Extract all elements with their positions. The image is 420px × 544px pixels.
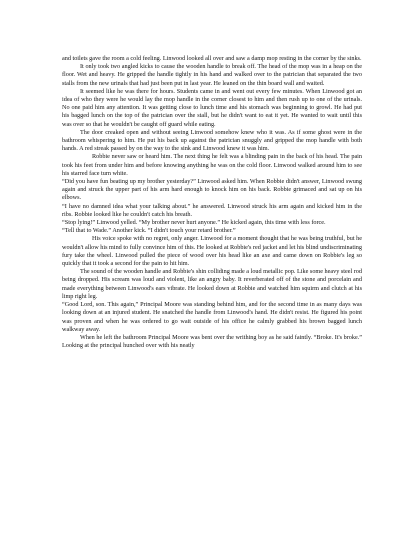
paragraph: “I have no damned idea what your talking about.” he answered. Linwood struck his arm again and kicked him in the ribs. Robbie looked like he couldn't catch his breath.: [62, 202, 362, 218]
document-page: [62, 55, 362, 350]
paragraph: It only took two angled kicks to cause the wooden handle to break off. The head of the mop was in a heap on the floor. Wet and heavy. He gripped the handle tightly in his hand and walked over to the patrician that separated the two stalls from the new urinals that had just been put in last year. He leaned on the thin board wall and waited.: [62, 63, 362, 87]
paragraph: The door creaked open and without seeing Linwood somehow knew who it was. As if some ghost were in the bathroom whispering to him. He put his back up against the patrician snuggly and gripped the mop handle with both hands. A red streak passed by on the way to the sink and Linwood knew it was him.: [62, 128, 362, 153]
paragraph: “Tell that to Wade.” Another kick. “I didn't touch your retard brother.”: [62, 227, 236, 235]
paragraph: It seemed like he was there for hours. Students came in and went out every few minutes. When Linwood got an idea of who they were he would lay the mop handle in the corner closest to him and then rush up to one of the urinals. No one paid him any attention. It was getting close to lunch time and his stomach was beginning to growl. He had put his bagged lunch on the top of the patrician over the stall, but he didn't want to eat it yet. He wanted to wait until this was over so that he wouldn't be caught off guard while eating.: [62, 87, 362, 128]
paragraph: When he left the bathroom Principal Moore was bent over the writhing boy as he said faintly. “Broke. It's broke.” Looking at the principal hunched over with his neatly: [62, 333, 362, 350]
paragraph: The sound of the wooden handle and Robbie's shin colliding made a loud metallic pop. Like some heavy steel rod being dropped. His scream was loud and violent, like an angry baby. It reverberated off of the stone and porcelain and made everything between Linwood's ears vibrate. He looked down at Robbie and watched him squirm and clutch at his limp right leg.: [62, 268, 362, 300]
paragraph: “Stop lying!” Linwood yelled. “My brother never hurt anyone.” He kicked again, this time with less force.: [62, 219, 326, 227]
paragraph: Robbie never saw or heard him. The next thing he felt was a blinding pain in the back of his head. The pain took his feet from under him and before knowing anything he was on the cold floor. Linwood walked around him to see his starred face turn white.: [62, 153, 362, 177]
paragraph: “Did you have fun beating up my brother yesterday?” Linwood asked him. When Robbie didn't answer, Linwood swung again and struck the upper part of his arm hard enough to knock him on his back. Robbie grimaced and sat up on his elbows.: [62, 178, 362, 202]
paragraph: “Good Lord, son. This again,” Principal Moore was standing behind him, and for the second time in as many days was looking down at an injured student. He snatched the handle from Linwood's hand. He didn't resist. He figured his point was proven and when he was ordered to go wait outside of his office he calmly grabbed his brown bagged lunch walkway away.: [62, 301, 362, 333]
paragraph: and toilets gave the room a cold feeling. Linwood looked all over and saw a damp mop resting in the corner by the sinks.: [62, 55, 362, 62]
paragraph: His voice spoke with no regret, only anger. Linwood for a moment thought that he was being truthful, but he wouldn't allow his mind to fully convince him of this. He looked at Robbie's red jacket and let his blind undiscriminating fury take the wheel. Linwood pulled the piece of wood over his head like an axe and came down on Robbie's leg so quickly that it took a second for the pain to hit him.: [62, 235, 362, 268]
